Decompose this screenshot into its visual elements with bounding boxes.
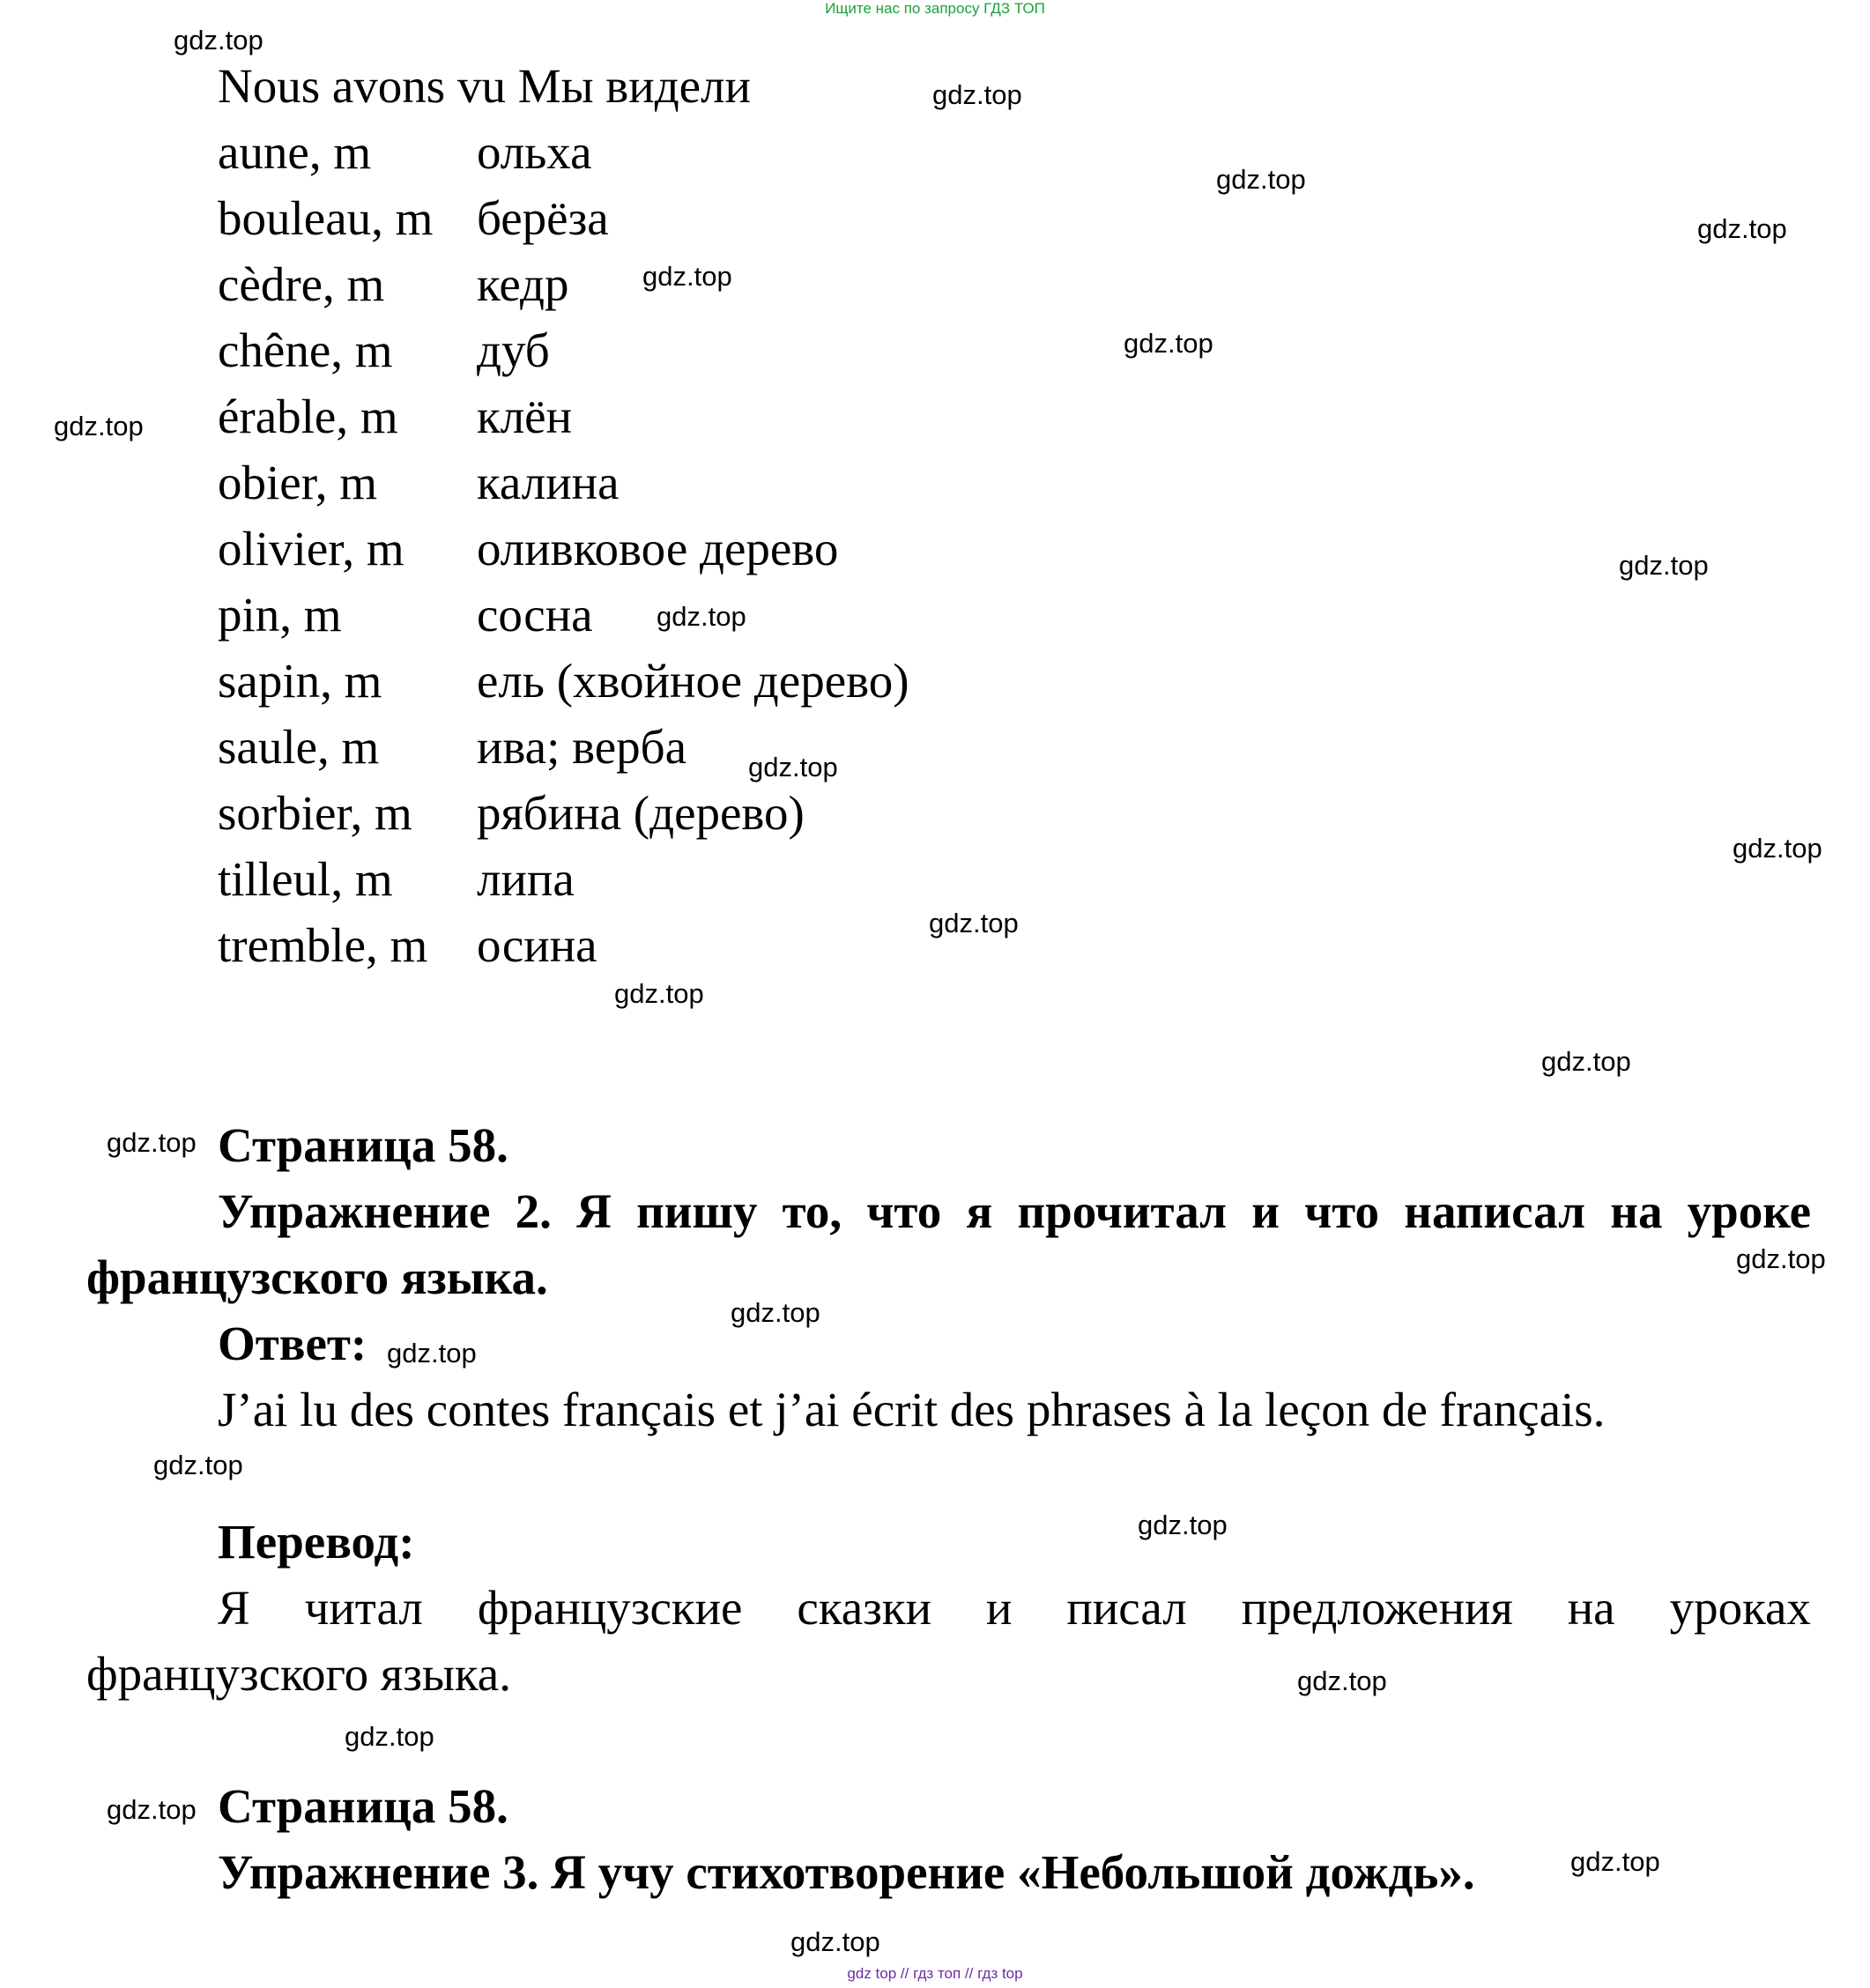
vocab-russian-translation: ольха <box>477 125 592 179</box>
top-banner: Ищите нас по запросу ГДЗ ТОП <box>825 0 1045 17</box>
translation-word: уроках <box>1669 1581 1811 1635</box>
vocab-french-word: obier, m <box>218 456 378 509</box>
exercise-title: Упражнение 3. Я учу стихотворение «Небольшой дождь». <box>218 1845 1475 1899</box>
watermark: gdz.top <box>657 601 746 632</box>
translation-label: Перевод: <box>218 1515 415 1569</box>
vocab-russian-translation: сосна <box>477 588 593 642</box>
answer-label: Ответ: <box>218 1317 367 1370</box>
watermark: gdz.top <box>387 1338 477 1369</box>
page-heading: Страница 58. <box>218 1779 508 1833</box>
translation-text <box>218 1582 1811 1635</box>
vocab-french-word: cèdre, m <box>218 257 385 311</box>
watermark: gdz.top <box>107 1794 197 1825</box>
page-heading: Страница 58. <box>218 1118 508 1172</box>
watermark: gdz.top <box>1216 164 1306 195</box>
vocab-heading: Nous avons vu Мы видели <box>218 59 751 113</box>
vocab-french-word: sorbier, m <box>218 786 412 840</box>
watermark: gdz.top <box>1138 1510 1228 1540</box>
translation-word: предложения <box>1241 1581 1513 1635</box>
watermark: gdz.top <box>642 261 732 292</box>
vocab-russian-translation: берёза <box>477 191 609 245</box>
watermark: gdz.top <box>174 25 263 56</box>
vocab-french-word: bouleau, m <box>218 191 434 245</box>
watermark: gdz.top <box>748 752 838 783</box>
bottom-banner: gdz top // гдз топ // гдз top <box>847 1965 1023 1982</box>
vocab-russian-translation: липа <box>477 852 575 906</box>
vocab-russian-translation: оливковое дерево <box>477 522 839 575</box>
watermark: gdz.top <box>731 1297 820 1328</box>
translation-word: французские <box>477 1581 743 1635</box>
vocab-french-word: sapin, m <box>218 654 382 708</box>
watermark: gdz.top <box>1570 1846 1660 1877</box>
translation-word: и <box>986 1581 1013 1635</box>
translation-word: Я <box>218 1581 250 1635</box>
watermark: gdz.top <box>932 79 1022 110</box>
vocab-french-word: pin, m <box>218 588 342 642</box>
vocab-russian-translation: осина <box>477 918 597 972</box>
watermark: gdz.top <box>345 1721 434 1752</box>
vocab-french-word: tremble, m <box>218 918 428 972</box>
translation-word: на <box>1567 1581 1615 1635</box>
vocab-russian-translation: дуб <box>477 323 550 377</box>
watermark: gdz.top <box>1733 833 1822 864</box>
vocab-french-word: érable, m <box>218 389 398 443</box>
watermark: gdz.top <box>1541 1046 1631 1077</box>
exercise-title-continuation: французского языка. <box>86 1250 548 1304</box>
translation-text-continuation: французского языка. <box>86 1647 511 1701</box>
watermark: gdz.top <box>790 1926 880 1957</box>
vocab-french-word: saule, m <box>218 720 380 774</box>
watermark: gdz.top <box>1619 550 1709 581</box>
translation-word: читал <box>304 1581 423 1635</box>
vocab-french-word: chêne, m <box>218 323 393 377</box>
vocab-russian-translation: ель (хвойное дерево) <box>477 654 909 708</box>
watermark: gdz.top <box>153 1450 243 1480</box>
vocab-russian-translation: кедр <box>477 257 569 311</box>
translation-word: писал <box>1066 1581 1187 1635</box>
watermark: gdz.top <box>929 908 1019 938</box>
vocab-russian-translation: калина <box>477 456 620 509</box>
translation-word: сказки <box>797 1581 932 1635</box>
watermark: gdz.top <box>107 1127 197 1158</box>
vocab-french-word: olivier, m <box>218 522 404 575</box>
watermark: gdz.top <box>1697 213 1787 244</box>
watermark: gdz.top <box>54 411 144 441</box>
vocab-french-word: aune, m <box>218 125 372 179</box>
vocab-french-word: tilleul, m <box>218 852 393 906</box>
watermark: gdz.top <box>614 978 704 1009</box>
answer-text: J’ai lu des contes français et j’ai écrit des phrases à la leçon de français. <box>218 1383 1606 1436</box>
vocab-russian-translation: ива; верба <box>477 720 687 774</box>
exercise-title: Упражнение 2. Я пишу то, что я прочитал и что написал на уроке <box>218 1184 1811 1238</box>
watermark: gdz.top <box>1736 1243 1826 1274</box>
vocab-russian-translation: клён <box>477 389 573 443</box>
watermark: gdz.top <box>1124 328 1213 359</box>
watermark: gdz.top <box>1297 1665 1387 1696</box>
vocab-russian-translation: рябина (дерево) <box>477 786 805 840</box>
